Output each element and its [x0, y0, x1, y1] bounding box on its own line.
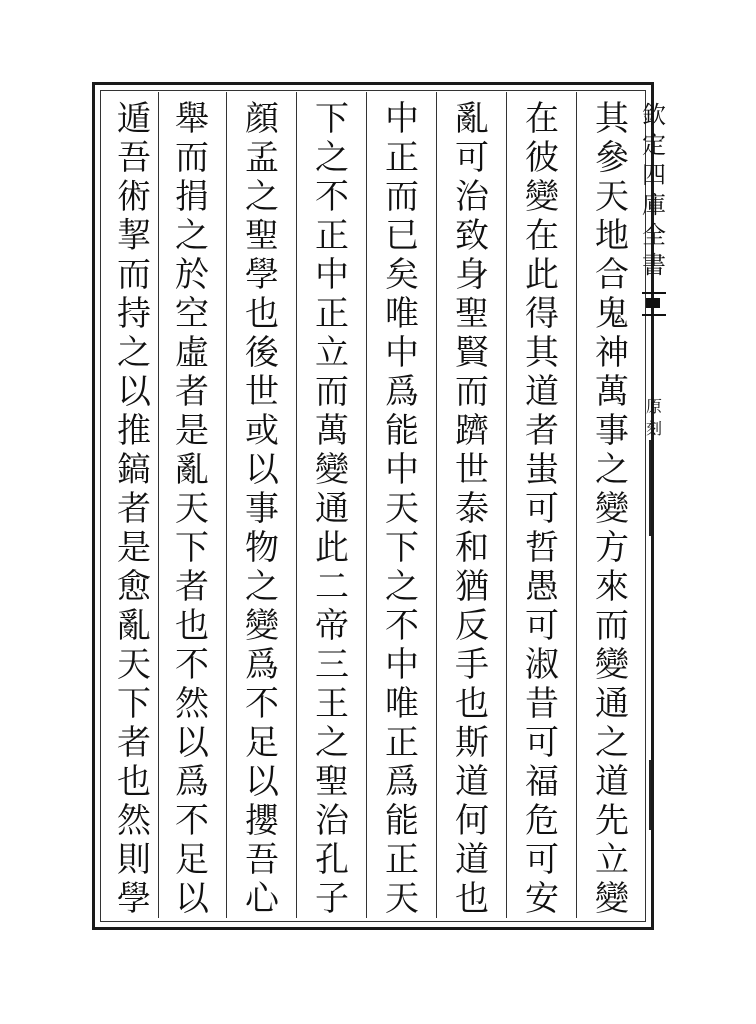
text-char: 以	[175, 879, 209, 919]
text-char: 或	[245, 411, 279, 451]
text-char: 天	[117, 645, 151, 685]
column-rule	[366, 92, 367, 918]
book-title-char: 全	[642, 221, 666, 249]
column-rule	[506, 92, 507, 918]
text-char: 反	[455, 606, 489, 646]
text-char: 哲	[525, 528, 559, 568]
text-char: 萬	[595, 372, 629, 412]
book-title-char: 欽	[642, 101, 666, 129]
text-char: 可	[525, 723, 559, 763]
text-char: 也	[117, 762, 151, 802]
text-char: 何	[455, 801, 489, 841]
section-label	[646, 396, 662, 440]
text-char: 爲	[175, 762, 209, 802]
text-char: 學	[117, 879, 151, 919]
text-char: 能	[385, 801, 419, 841]
text-char: 也	[455, 684, 489, 724]
text-char: 也	[455, 879, 489, 919]
text-char: 泰	[455, 489, 489, 529]
text-char: 正	[315, 216, 349, 256]
text-char: 後	[245, 333, 279, 373]
text-char: 正	[315, 294, 349, 334]
text-char: 挈	[117, 216, 151, 256]
text-char: 在	[525, 216, 559, 256]
text-char: 不	[385, 606, 419, 646]
text-char: 然	[175, 684, 209, 724]
text-char: 下	[385, 528, 419, 568]
text-char: 變	[595, 879, 629, 919]
book-title-char: 庫	[642, 191, 666, 219]
text-column	[304, 99, 360, 919]
text-char: 亂	[175, 450, 209, 490]
text-char: 淑	[525, 645, 559, 685]
text-char: 變	[595, 645, 629, 685]
text-char: 愚	[525, 567, 559, 607]
text-char: 以	[245, 762, 279, 802]
text-char: 不	[175, 645, 209, 685]
text-char: 立	[595, 840, 629, 880]
margin-rule	[649, 440, 651, 536]
text-char: 三	[315, 645, 349, 685]
text-char: 方	[595, 528, 629, 568]
text-char: 正	[385, 138, 419, 178]
text-char: 以	[175, 723, 209, 763]
text-char: 蚩	[525, 450, 559, 490]
text-char: 中	[385, 645, 419, 685]
text-char: 中	[315, 255, 349, 295]
text-char: 於	[175, 255, 209, 295]
text-char: 道	[455, 762, 489, 802]
text-char: 爲	[385, 372, 419, 412]
text-char: 而	[175, 138, 209, 178]
text-char: 不	[175, 801, 209, 841]
text-char: 遁	[117, 99, 151, 139]
text-char: 之	[385, 567, 419, 607]
text-char: 下	[315, 99, 349, 139]
text-char: 福	[525, 762, 559, 802]
text-char: 可	[525, 606, 559, 646]
text-char: 猶	[455, 567, 489, 607]
text-char: 之	[315, 723, 349, 763]
text-char: 者	[525, 411, 559, 451]
text-char: 捐	[175, 177, 209, 217]
text-char: 天	[385, 879, 419, 919]
text-char: 也	[245, 294, 279, 334]
text-char: 之	[315, 138, 349, 178]
text-char: 之	[245, 567, 279, 607]
text-column	[106, 99, 162, 919]
text-char: 而	[595, 606, 629, 646]
text-char: 變	[525, 177, 559, 217]
text-char: 之	[245, 177, 279, 217]
text-char: 鎬	[117, 450, 151, 490]
text-char: 正	[385, 840, 419, 880]
text-char: 世	[245, 372, 279, 412]
text-char: 聖	[315, 762, 349, 802]
text-char: 空	[175, 294, 209, 334]
text-char: 地	[595, 216, 629, 256]
text-char: 鬼	[595, 294, 629, 334]
text-column	[164, 99, 220, 919]
text-char: 則	[117, 840, 151, 880]
text-char: 之	[595, 723, 629, 763]
text-char: 危	[525, 801, 559, 841]
column-rule	[436, 92, 437, 918]
text-char: 天	[595, 177, 629, 217]
text-char: 帝	[315, 606, 349, 646]
text-char: 矣	[385, 255, 419, 295]
text-char: 以	[245, 450, 279, 490]
text-char: 賢	[455, 333, 489, 373]
text-char: 下	[117, 684, 151, 724]
text-char: 斯	[455, 723, 489, 763]
book-title-char: 書	[642, 251, 666, 279]
text-char: 變	[595, 489, 629, 529]
text-char: 道	[525, 372, 559, 412]
text-char: 變	[245, 606, 279, 646]
text-char: 唯	[385, 294, 419, 334]
text-char: 持	[117, 294, 151, 334]
text-char: 之	[595, 450, 629, 490]
text-char: 足	[175, 840, 209, 880]
text-char: 立	[315, 333, 349, 373]
text-char: 彼	[525, 138, 559, 178]
text-char: 物	[245, 528, 279, 568]
text-char: 亂	[117, 606, 151, 646]
text-char: 顔	[245, 99, 279, 139]
text-char: 而	[315, 372, 349, 412]
text-char: 通	[315, 489, 349, 529]
text-char: 爲	[245, 645, 279, 685]
text-char: 下	[175, 528, 209, 568]
text-char: 孟	[245, 138, 279, 178]
text-char: 攖	[245, 801, 279, 841]
text-char: 世	[455, 450, 489, 490]
text-char: 之	[175, 216, 209, 256]
text-char: 身	[455, 255, 489, 295]
text-char: 中	[385, 99, 419, 139]
text-char: 然	[117, 801, 151, 841]
text-char: 吾	[117, 138, 151, 178]
text-char: 而	[455, 372, 489, 412]
text-char: 孔	[315, 840, 349, 880]
text-char: 王	[315, 684, 349, 724]
fish-tail-mark	[642, 292, 666, 316]
text-char: 和	[455, 528, 489, 568]
text-char: 致	[455, 216, 489, 256]
margin-rule	[649, 760, 651, 830]
text-char: 變	[315, 450, 349, 490]
text-char: 能	[385, 411, 419, 451]
text-char: 舉	[175, 99, 209, 139]
margin-column	[640, 100, 668, 520]
text-char: 者	[175, 372, 209, 412]
text-char: 安	[525, 879, 559, 919]
text-char: 唯	[385, 684, 419, 724]
text-char: 二	[315, 567, 349, 607]
text-char: 正	[385, 723, 419, 763]
text-char: 神	[595, 333, 629, 373]
text-char: 不	[245, 684, 279, 724]
book-title-char: 定	[642, 131, 666, 159]
column-rule	[576, 92, 577, 918]
text-char: 可	[525, 840, 559, 880]
text-char: 術	[117, 177, 151, 217]
text-char: 道	[595, 762, 629, 802]
text-char: 躋	[455, 411, 489, 451]
text-char: 足	[245, 723, 279, 763]
text-char: 事	[595, 411, 629, 451]
text-char: 其	[525, 333, 559, 373]
text-char: 心	[245, 879, 279, 919]
text-column	[444, 99, 500, 919]
text-char: 治	[315, 801, 349, 841]
text-char: 者	[117, 723, 151, 763]
text-char: 治	[455, 177, 489, 217]
text-char: 中	[385, 450, 419, 490]
text-column	[584, 99, 640, 919]
section-char: 原	[645, 397, 662, 416]
text-char: 此	[525, 255, 559, 295]
text-char: 合	[595, 255, 629, 295]
text-char: 來	[595, 567, 629, 607]
text-char: 昔	[525, 684, 559, 724]
text-char: 愈	[117, 567, 151, 607]
text-char: 中	[385, 333, 419, 373]
text-char: 是	[117, 528, 151, 568]
text-char: 通	[595, 684, 629, 724]
text-char: 學	[245, 255, 279, 295]
text-char: 此	[315, 528, 349, 568]
text-char: 可	[525, 489, 559, 529]
text-char: 在	[525, 99, 559, 139]
text-char: 以	[117, 372, 151, 412]
text-column	[514, 99, 570, 919]
text-char: 手	[455, 645, 489, 685]
text-char: 天	[175, 489, 209, 529]
text-char: 已	[385, 216, 419, 256]
text-char: 聖	[455, 294, 489, 334]
text-char: 而	[117, 255, 151, 295]
text-char: 吾	[245, 840, 279, 880]
column-rule	[296, 92, 297, 918]
text-char: 虛	[175, 333, 209, 373]
book-title-char: 四	[642, 161, 666, 189]
text-char: 天	[385, 489, 419, 529]
text-char: 萬	[315, 411, 349, 451]
text-char: 也	[175, 606, 209, 646]
text-char: 得	[525, 294, 559, 334]
text-char: 道	[455, 840, 489, 880]
text-char: 而	[385, 177, 419, 217]
text-char: 者	[175, 567, 209, 607]
text-char: 先	[595, 801, 629, 841]
text-char: 是	[175, 411, 209, 451]
text-column	[234, 99, 290, 919]
text-char: 子	[315, 879, 349, 919]
text-char: 不	[315, 177, 349, 217]
text-char: 其	[595, 99, 629, 139]
section-char: 刻	[645, 419, 662, 438]
text-char: 推	[117, 411, 151, 451]
text-char: 之	[117, 333, 151, 373]
text-char: 者	[117, 489, 151, 529]
text-char: 爲	[385, 762, 419, 802]
column-rule	[226, 92, 227, 918]
text-char: 聖	[245, 216, 279, 256]
text-char: 參	[595, 138, 629, 178]
book-title	[642, 100, 666, 280]
text-char: 事	[245, 489, 279, 529]
text-char: 可	[455, 138, 489, 178]
text-char: 亂	[455, 99, 489, 139]
text-column	[374, 99, 430, 919]
